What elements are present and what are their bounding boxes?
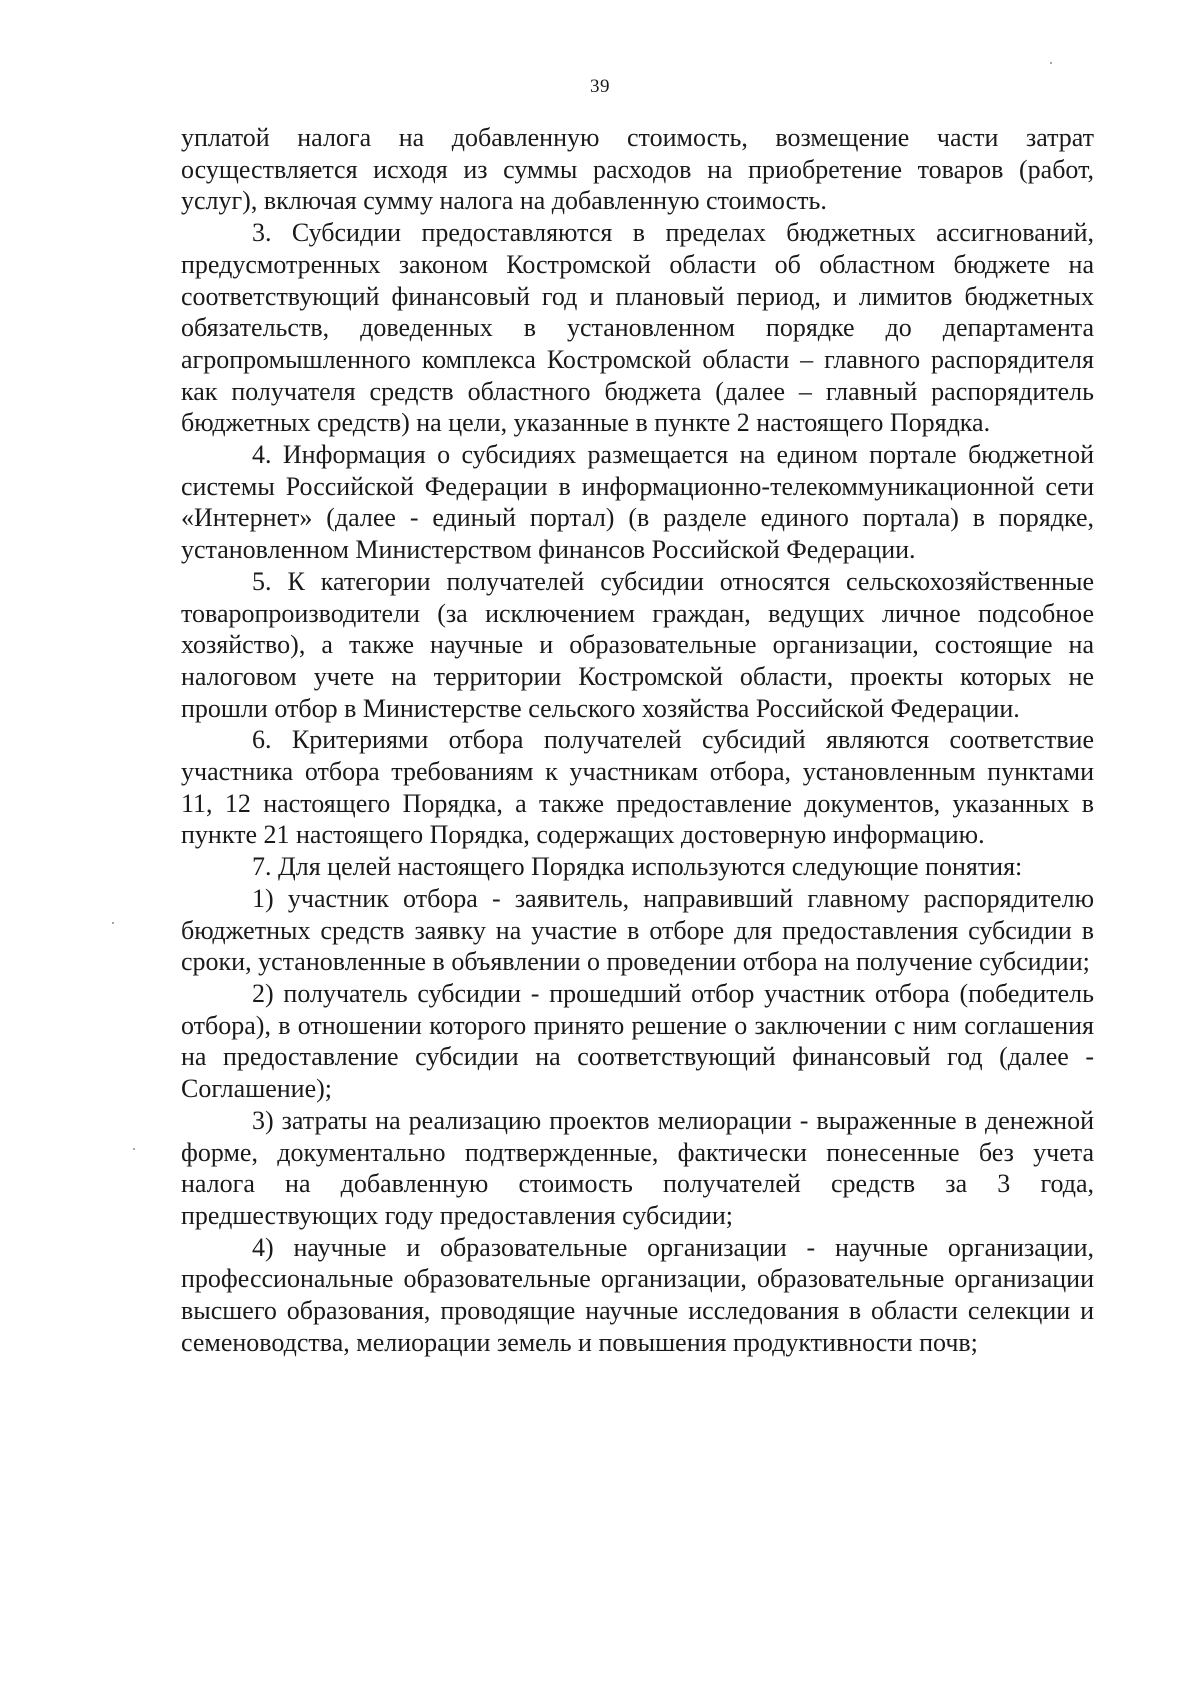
document-body (181, 122, 1094, 1358)
paragraph-item-6: 6. Критериями отбора получателей субсидий являются соответствие участника отбора требованиям к участникам отбора, установленным пунктами 11, 12 настоящего Порядка, а также предоставление документов, указанных в пункте 21 настоящего Порядка, содержащих достоверную информацию. (181, 725, 1094, 850)
definition-3: 3) затраты на реализацию проектов мелиорации - выраженные в денежной форме, документально подтвержденные, фактически понесенные без учета налога на добавленную стоимость получателей средств за 3 года, предшествующих году предоставления субсидии; (181, 1105, 1094, 1230)
paragraph-continuation: уплатой налога на добавленную стоимость, возмещение части затрат осуществляется исходя из суммы расходов на приобретение товаров (работ, услуг), включая сумму налога на добавленную стоимость. (181, 123, 1094, 216)
scan-speck (133, 1148, 135, 1150)
scan-speck (112, 922, 114, 924)
definition-4: 4) научные и образовательные организации - научные организации, профессиональные образовательные организации, образовательные организации высшего образования, проводящие научные исследования в области селекции и семеноводства, мелиорации земель и повышения продуктивности почв; (181, 1232, 1094, 1357)
definition-1: 1) участник отбора - заявитель, направивший главному распорядителю бюджетных средств заявку на участие в отборе для предоставления субсидии в сроки, установленные в объявлении о проведении отбора на получение субсидии; (181, 883, 1094, 977)
paragraph-item-4: 4. Информация о субсидиях размещается на едином портале бюджетной системы Российской Федерации в информационно-телекоммуникационной сети «Интернет» (далее - единый портал) (в разделе единого портала) в порядке, установленном Министерством финансов Российской Федерации. (181, 440, 1094, 565)
definition-2: 2) получатель субсидии - прошедший отбор участник отбора (победитель отбора), в отношении которого принято решение о заключении с ним соглашения на предоставление субсидии на соответствующий финансовый год (далее - Соглашение); (181, 978, 1094, 1104)
page-number: 39 (590, 76, 610, 97)
paragraph-item-3: 3. Субсидии предоставляются в пределах бюджетных ассигнований, предусмотренных законом Костромской области об областном бюджете на соответствующий финансовый год и плановый период, и лимитов бюджетных обязательств, доведенных в установленном порядке до департамента агропромышленного комплекса Костромской области – главного распорядителя как получателя средств областного бюджета (далее – главный распорядитель бюджетных средств) на цели, указанные в пункте 2 настоящего Порядка. (181, 218, 1094, 438)
paragraph-item-7: 7. Для целей настоящего Порядка используются следующие понятия: (252, 852, 1023, 882)
scan-speck (1050, 62, 1052, 64)
paragraph-item-5: 5. К категории получателей субсидии относятся сельскохозяйственные товаропроизводители (за исключением граждан, ведущих личное подсобное хозяйство), а также научные и образовательные организации, состоящие на налоговом учете на территории Костромской области, проекты которых не прошли отбор в Министерстве сельского хозяйства Российской Федерации. (181, 566, 1094, 723)
